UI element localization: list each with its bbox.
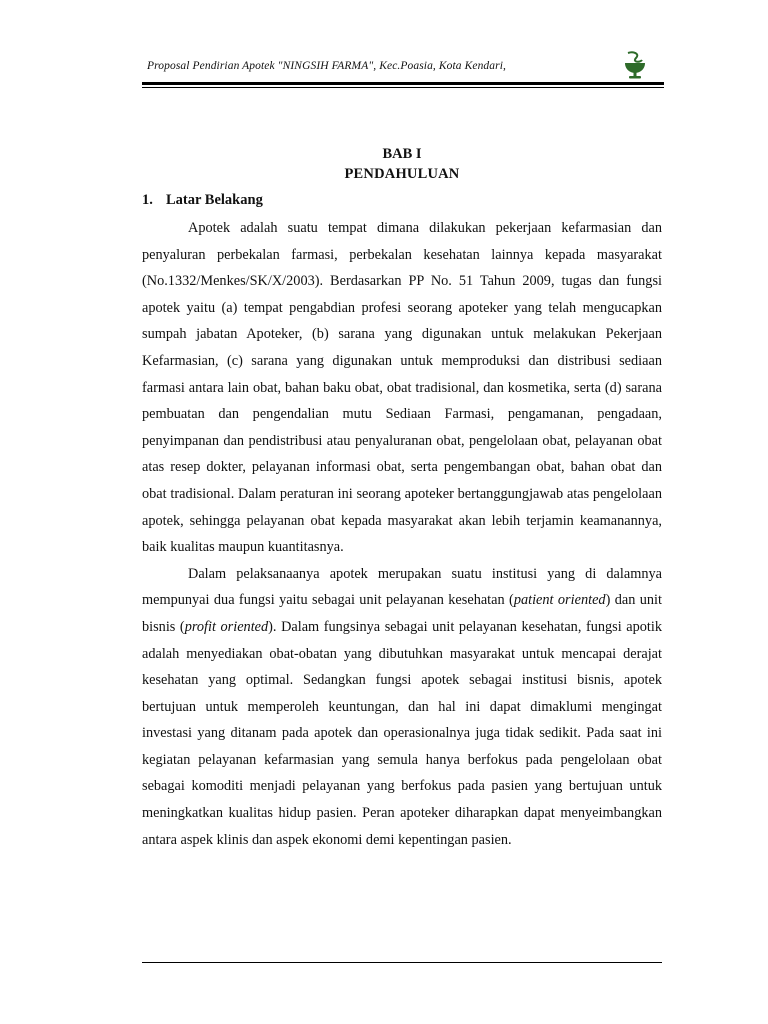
- chapter-number: BAB I: [382, 146, 422, 162]
- paragraph-2-part-b: ) dan unit bisnis (: [142, 592, 662, 635]
- paragraph-2-part-c: ). Dalam fungsinya sebagai unit pelayanan kesehatan, fungsi apotik adalah menyediakan obat-obatan yang dibutuhkan masyarakat untuk mencapai derajat kesehatan yang optimal. Sedangkan fungsi apotek sebagai institusi bisnis, apotek bertujuan untuk memperoleh keuntungan, dan hal ini dapat dimaklumi mengingat investasi yang ditanam pada apotek dan operasionalnya juga tidak sedikit. Pada saat ini kegiatan pelayanan kefarmasian yang semula hanya berfokus pada pengelolaan obat sebagai komoditi menjadi pelayanan yang berfokus pada pasien yang bertujuan untuk meningkatkan kualitas hidup pasien. Peran apoteker diharapkan dapat menyeimbangkan antara aspek klinis dan aspek ekonomi demi kepentingan pasien.: [142, 618, 662, 848]
- header-title: Proposal Pendirian Apotek "NINGSIH FARMA", Kec.Poasia, Kota Kendari,: [147, 60, 506, 72]
- paragraph-2-part-a: Dalam pelaksanaanya apotek merupakan suatu institusi yang di dalamnya mempunyai dua fungsi yaitu sebagai unit pelayanan kesehatan (: [142, 565, 662, 609]
- paragraph-1: Apotek adalah suatu tempat dimana dilakukan pekerjaan kefarmasian dan penyaluran perbekalan farmasi, perbekalan kesehatan lainnya kepada masyarakat (No.1332/Menkes/SK/X/2003). Berdasarkan PP No. 51 Tahun 2009, tugas dan fungsi apotek yaitu (a) tempat pengabdian profesi seorang apoteker yang telah mengucapkan sumpah jabatan Apoteker, (b) sarana yang digunakan untuk melakukan Pekerjaan Kefarmasian, (c) sarana yang digunakan untuk memproduksi dan distribusi sediaan farmasi antara lain obat, bahan baku obat, obat tradisional, dan kosmetika, serta (d) sarana pembuatan dan pengendalian mutu Sediaan Farmasi, pengamanan, pengadaan, penyimpanan dan pendistribusi atau penyaluranan obat, pengelolaan obat, pelayanan obat atas resep dokter, pelayanan informasi obat, serta pengembangan obat, bahan obat dan obat tradisional. Dalam peraturan ini seorang apoteker bertanggungjawab atas pengelolaan apotek, sehingga pelayanan obat kepada masyarakat akan lebih terjamin keamanannya, baik kualitas maupun kuantitasnya.: [142, 220, 662, 556]
- body-text: [142, 215, 662, 853]
- term-patient-oriented: patient oriented: [513, 592, 606, 609]
- header-rule-thick: [142, 82, 664, 85]
- section-number: 1.: [142, 192, 153, 208]
- section-title: Latar Belakang: [166, 192, 263, 208]
- chapter-title: PENDAHULUAN: [344, 166, 460, 182]
- paragraph-2: [142, 561, 662, 854]
- footer-rule: [142, 962, 662, 963]
- term-profit-oriented: profit oriented: [184, 618, 269, 635]
- header-rule-thin: [142, 87, 664, 88]
- pharmacy-bowl-serpent-icon: [622, 50, 648, 80]
- section-heading: [142, 192, 263, 209]
